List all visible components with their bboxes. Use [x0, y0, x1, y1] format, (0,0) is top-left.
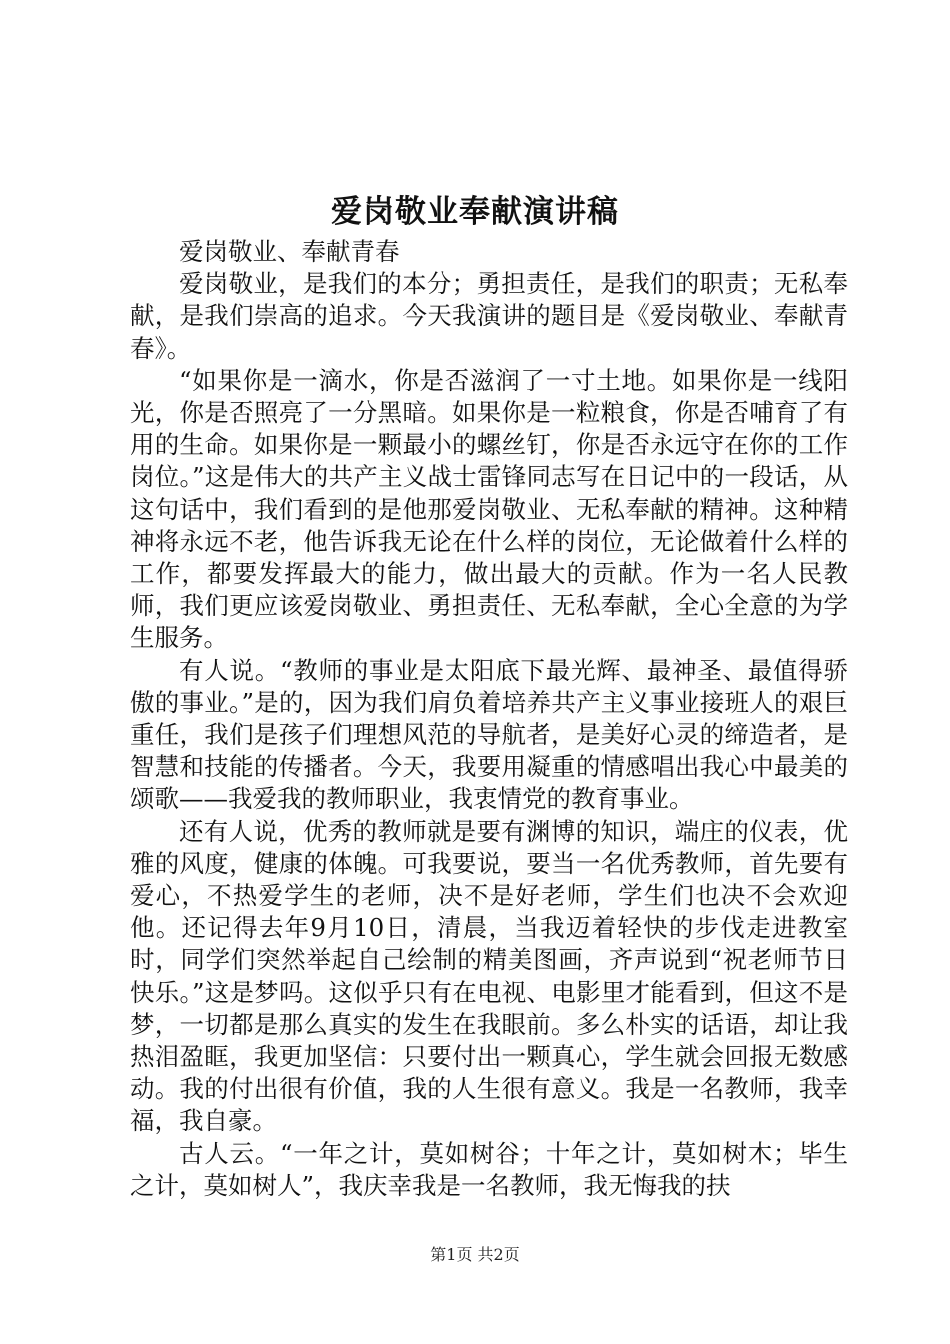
page-footer: 第1页 共2页 — [430, 1245, 520, 1264]
paragraph: “如果你是一滴水，你是否滋润了一寸土地。如果你是一线阳光，你是否照亮了一分黑暗。如果你是一粒粮食，你是否哺育了有用的生命。如果你是一颗最小的螺丝钉，你是否永远守在你的工作岗位。”这是伟大的共产主义战士雷锋同志写在日记中的一段话，从这句话中，我们看到的是他那爱岗敬业、无私奉献的精神。这种精神将永远不老，他告诉我无论在什么样的岗位，无论做着什么样的工作，都要发挥最大的能力，做出最大的贡献。作为一名人民教师，我们更应该爱岗敬业、勇担责任、无私奉献，全心全意的为学生服务。 — [130, 365, 848, 653]
paragraph-subtitle: 爱岗敬业、奉献青春 — [179, 237, 400, 266]
paragraph: 有人说。“教师的事业是太阳底下最光辉、最神圣、最值得骄傲的事业。”是的，因为我们肩负着培养共产主义事业接班人的艰巨重任，我们是孩子们理想风范的导航者，是美好心灵的缔造者，是智慧和技能的传播者。今天，我要用凝重的情感唱出我心中最美的颂歌——我爱我的教师职业，我衷情党的教育事业。 — [130, 655, 848, 814]
document-title: 爱岗敬业奉献演讲稿 — [331, 194, 619, 230]
paragraph: 爱岗敬业，是我们的本分；勇担责任，是我们的职责；无私奉献，是我们崇高的追求。今天我演讲的题目是《爱岗敬业、奉献青春》。 — [130, 269, 848, 363]
paragraph: 还有人说，优秀的教师就是要有渊博的知识，端庄的仪表，优雅的风度，健康的体魄。可我要说，要当一名优秀教师，首先要有爱心，不热爱学生的老师，决不是好老师，学生们也决不会欢迎他。还记得去年9月10日，清晨，当我迈着轻快的步伐走进教室时，同学们突然举起自己绘制的精美图画，齐声说到“祝老师节日快乐。”这是梦吗。这似乎只有在电视、电影里才能看到，但这不是梦，一切都是那么真实的发生在我眼前。多么朴实的话语，却让我热泪盈眶，我更加坚信：只要付出一颗真心，学生就会回报无数感动。我的付出很有价值，我的人生很有意义。我是一名教师，我幸福，我自豪。 — [130, 816, 848, 1136]
paragraph: 古人云。“一年之计，莫如树谷；十年之计，莫如树木；毕生之计，莫如树人”，我庆幸我是一名教师，我无悔我的扶 — [130, 1138, 848, 1200]
document-body — [130, 236, 848, 1202]
